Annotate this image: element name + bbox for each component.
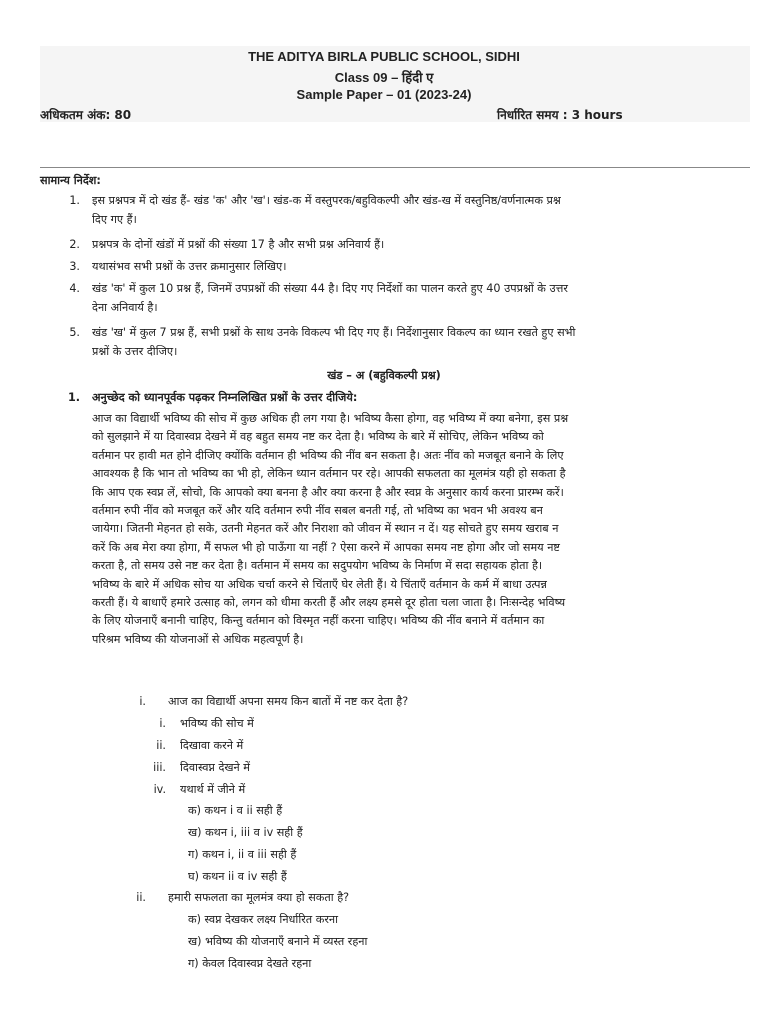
passage-line: आवश्यक है कि भान तो भविष्य का भी हो, लेकिन ध्यान वर्तमान पर रहे। आपकी सफलता का मूलमंत्र यही हो सकता है bbox=[92, 467, 566, 481]
top-margin bbox=[0, 0, 768, 36]
passage-line: वर्तमान रुपी नींव को मजबूत करें और यदि वर्तमान रुपी नींव सबल बनती गई, तो भविष्य का भवन भी अवश्य बन bbox=[92, 504, 543, 518]
statement-text: भविष्य की सोच में bbox=[180, 717, 254, 730]
school-name: THE ADITYA BIRLA PUBLIC SCHOOL, SIDHI bbox=[248, 49, 520, 64]
passage-line: वर्तमान पर हावी मत होने दीजिए क्योंकि वर्तमान ही भविष्य की नींव बन सकता है। अतः नींव को मजबूत बनाने के लिए bbox=[92, 448, 564, 462]
instruction-text: यथासंभव सभी प्रश्नों के उत्तर क्रमानुसार लिखिए। bbox=[92, 260, 287, 273]
instruction-number: 3. bbox=[69, 260, 80, 273]
class-line: Class 09 – हिंदी ए bbox=[334, 70, 434, 85]
instruction-text: खंड 'ख' में कुल 7 प्रश्न हैं, सभी प्रश्नों के साथ उनके विकल्प भी दिए गए हैं। निर्देशानुसार विकल्प का ध्यान रखते हुए सभी bbox=[92, 326, 576, 339]
option: ग) केवल दिवास्वप्न देखते रहना bbox=[188, 957, 312, 970]
instruction-number: 4. bbox=[69, 282, 80, 295]
passage bbox=[92, 410, 708, 649]
option: ख) भविष्य की योजनाएँ बनाने में व्यस्त रहना bbox=[188, 935, 368, 948]
statement-number: i. bbox=[159, 717, 166, 730]
passage-line: के लिए योजनाएँ बनानी चाहिए, किन्तु वर्तमान को विस्मृत नहीं करना चाहिए। भविष्य की नींव बनाने में वर्तमान का bbox=[92, 614, 545, 628]
instruction-number: 2. bbox=[69, 238, 80, 251]
option: ग) कथन i, ii व iii सही हैं bbox=[188, 848, 297, 861]
statement-number: iii. bbox=[153, 761, 166, 774]
statement-text: यथार्थ में जीने में bbox=[180, 783, 246, 796]
statement-number: ii. bbox=[156, 739, 166, 752]
option: घ) कथन ii व iv सही हैं bbox=[188, 870, 287, 883]
passage-line: करती हैं। ये बाधाएँ हमारे उत्साह को, लगन को धीमा करती हैं और लक्ष्य हमसे दूर होता चला जाता है। निःसन्देह भविष्य bbox=[92, 596, 566, 610]
time-allowed: निर्धारित समय : 3 hours bbox=[497, 108, 623, 122]
instruction-text-cont: प्रश्नों के उत्तर दीजिए। bbox=[92, 345, 178, 358]
instruction-text: इस प्रश्नपत्र में दो खंड हैं- खंड 'क' और 'ख'। खंड-क में वस्तुपरक/बहुविकल्पी और खंड-ख में वस्तुनिष्ठ/वर्णनात्मक प्रश्न bbox=[92, 194, 561, 207]
question-prompt: अनुच्छेद को ध्यानपूर्वक पढ़कर निम्नलिखित प्रश्नों के उत्तर दीजिये: bbox=[92, 391, 358, 404]
statement-text: दिवास्वप्न देखने में bbox=[180, 761, 250, 774]
passage-line: करता है, तो समय उसे नष्ट कर देता है। वर्तमान में समय का सदुपयोग भविष्य के निर्माण में सदा सहायक होता है। bbox=[92, 559, 543, 573]
option: ख) कथन i, iii व iv सही हैं bbox=[188, 826, 303, 839]
passage-line: परिश्रम भविष्य की योजनाओं से अधिक महत्वपूर्ण है। bbox=[92, 632, 304, 646]
instruction-text: खंड 'क' में कुल 10 प्रश्न हैं, जिनमें उपप्रश्नों की संख्या 44 है। दिए गए निर्देशों का पालन करते हुए 40 उपप्रश्नों के उत्तर bbox=[92, 282, 568, 295]
instruction-text: प्रश्नपत्र के दोनों खंडों में प्रश्नों की संख्या 17 है और सभी प्रश्न अनिवार्य हैं। bbox=[92, 238, 385, 251]
sub-question-number: i. bbox=[139, 695, 146, 708]
divider-line bbox=[40, 167, 750, 168]
passage-line: भविष्य के बारे में अधिक सोच या अधिक चर्चा करने से चिंताएँ घेर लेती हैं। ये चिंताएँ वर्तमान के कर्म में बाधा उत्पन्न bbox=[92, 577, 547, 591]
instruction-text-cont: दिए गए हैं। bbox=[92, 213, 137, 226]
option: क) कथन i व ii सही हैं bbox=[188, 804, 283, 817]
sub-question-number: ii. bbox=[136, 891, 146, 904]
statement-text: दिखावा करने में bbox=[180, 739, 244, 752]
section-a-title: खंड – अ (बहुविकल्पी प्रश्न) bbox=[327, 369, 441, 382]
question-number: 1. bbox=[67, 391, 80, 404]
paper-title: Sample Paper – 01 (2023-24) bbox=[296, 87, 472, 102]
sub-question-text: हमारी सफलता का मूलमंत्र क्या हो सकता है? bbox=[168, 891, 350, 904]
passage-line: कि आप एक स्वप्न लें, सोचो, कि आपको क्या बनना है और क्या करना है और स्वप्न के अनुसार कार्य करना प्रारम्भ करें। bbox=[92, 485, 564, 499]
passage-line: जायेगा। जितनी मेहनत हो सके, उतनी मेहनत करें और निराशा को जीवन में स्थान न दें। यह सोचते हुए समय खराब न bbox=[92, 522, 559, 536]
instruction-number: 5. bbox=[69, 326, 80, 339]
passage-line: को सुलझाने में या दिवास्वप्न देखने में वह बहुत समय नष्ट कर देता है। भविष्य के बारे में सोचिए, लेकिन भविष्य को bbox=[92, 430, 544, 444]
option: क) स्वप्न देखकर लक्ष्य निर्धारित करना bbox=[188, 913, 338, 926]
max-marks: अधिकतम अंक: 80 bbox=[40, 108, 132, 122]
sub-question-text: आज का विद्यार्थी अपना समय किन बातों में नष्ट कर देता है? bbox=[168, 695, 409, 708]
passage-line: करें कि अब मेरा क्या होगा, मैं सफल भी हो पाऊँगा या नहीं ? ऐसा करने में आपका समय नष्ट होगा और जो समय नष्ट bbox=[92, 540, 560, 554]
instruction-number: 1. bbox=[69, 194, 80, 207]
instruction-text-cont: देना अनिवार्य है। bbox=[92, 301, 158, 314]
passage-line: आज का विद्यार्थी भविष्य की सोच में कुछ अधिक ही लग गया है। भविष्य कैसा होगा, वह भविष्य में क्या बनेगा, इस प्रश्न bbox=[92, 412, 569, 425]
instructions-title: सामान्य निर्देश: bbox=[40, 174, 101, 187]
statement-number: iv. bbox=[153, 783, 166, 796]
